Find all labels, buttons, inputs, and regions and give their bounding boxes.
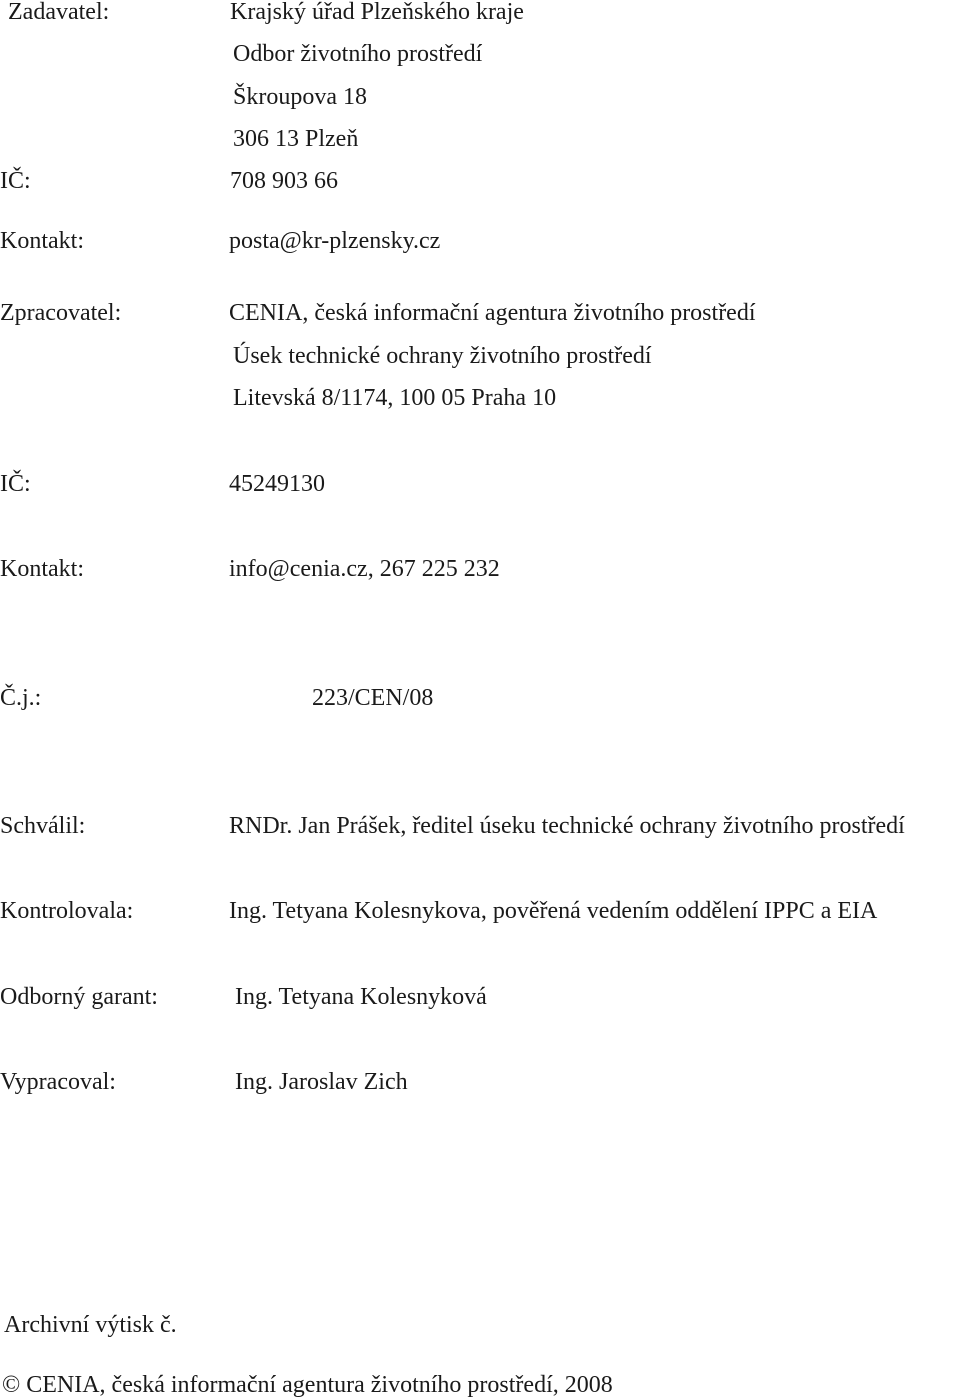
zpracovatel-kontakt-label: Kontakt: — [0, 556, 84, 582]
zpracovatel-line-1: CENIA, česká informační agentura životního prostředí — [229, 300, 756, 326]
cj-value: 223/CEN/08 — [312, 685, 434, 711]
zadavatel-kontakt-label: Kontakt: — [0, 228, 84, 254]
odborny-garant-value: Ing. Tetyana Kolesnyková — [235, 984, 487, 1010]
zadavatel-ic-value: 708 903 66 — [230, 168, 338, 194]
cj-label: Č.j.: — [0, 685, 42, 711]
zadavatel-line-2: Odbor životního prostředí — [233, 41, 483, 67]
archive-copy-label: Archivní výtisk č. — [4, 1312, 177, 1338]
vypracoval-value: Ing. Jaroslav Zich — [235, 1069, 408, 1095]
odborny-garant-label: Odborný garant: — [0, 984, 158, 1010]
kontrolovala-label: Kontrolovala: — [0, 898, 134, 924]
copyright-notice: © CENIA, česká informační agentura životního prostředí, 2008 — [2, 1372, 613, 1398]
vypracoval-label: Vypracoval: — [0, 1069, 116, 1095]
zadavatel-line-4: 306 13 Plzeň — [233, 126, 359, 152]
schvalil-value: RNDr. Jan Prášek, ředitel úseku technické ochrany životního prostředí — [229, 813, 905, 839]
schvalil-label: Schválil: — [0, 813, 86, 839]
zadavatel-line-1: Krajský úřad Plzeňského kraje — [230, 0, 524, 25]
zadavatel-ic-label: IČ: — [0, 168, 31, 194]
zadavatel-label: Zadavatel: — [8, 0, 110, 25]
zadavatel-kontakt-value: posta@kr-plzensky.cz — [229, 228, 441, 254]
zpracovatel-line-3: Litevská 8/1174, 100 05 Praha 10 — [233, 385, 557, 411]
zpracovatel-ic-value: 45249130 — [229, 471, 325, 497]
zpracovatel-ic-label: IČ: — [0, 471, 31, 497]
zadavatel-line-3: Škroupova 18 — [233, 84, 367, 110]
zpracovatel-kontakt-value: info@cenia.cz, 267 225 232 — [229, 556, 500, 582]
zpracovatel-label: Zpracovatel: — [0, 300, 122, 326]
zpracovatel-line-2: Úsek technické ochrany životního prostředí — [233, 343, 652, 369]
kontrolovala-value: Ing. Tetyana Kolesnykova, pověřená vedením oddělení IPPC a EIA — [229, 898, 878, 924]
